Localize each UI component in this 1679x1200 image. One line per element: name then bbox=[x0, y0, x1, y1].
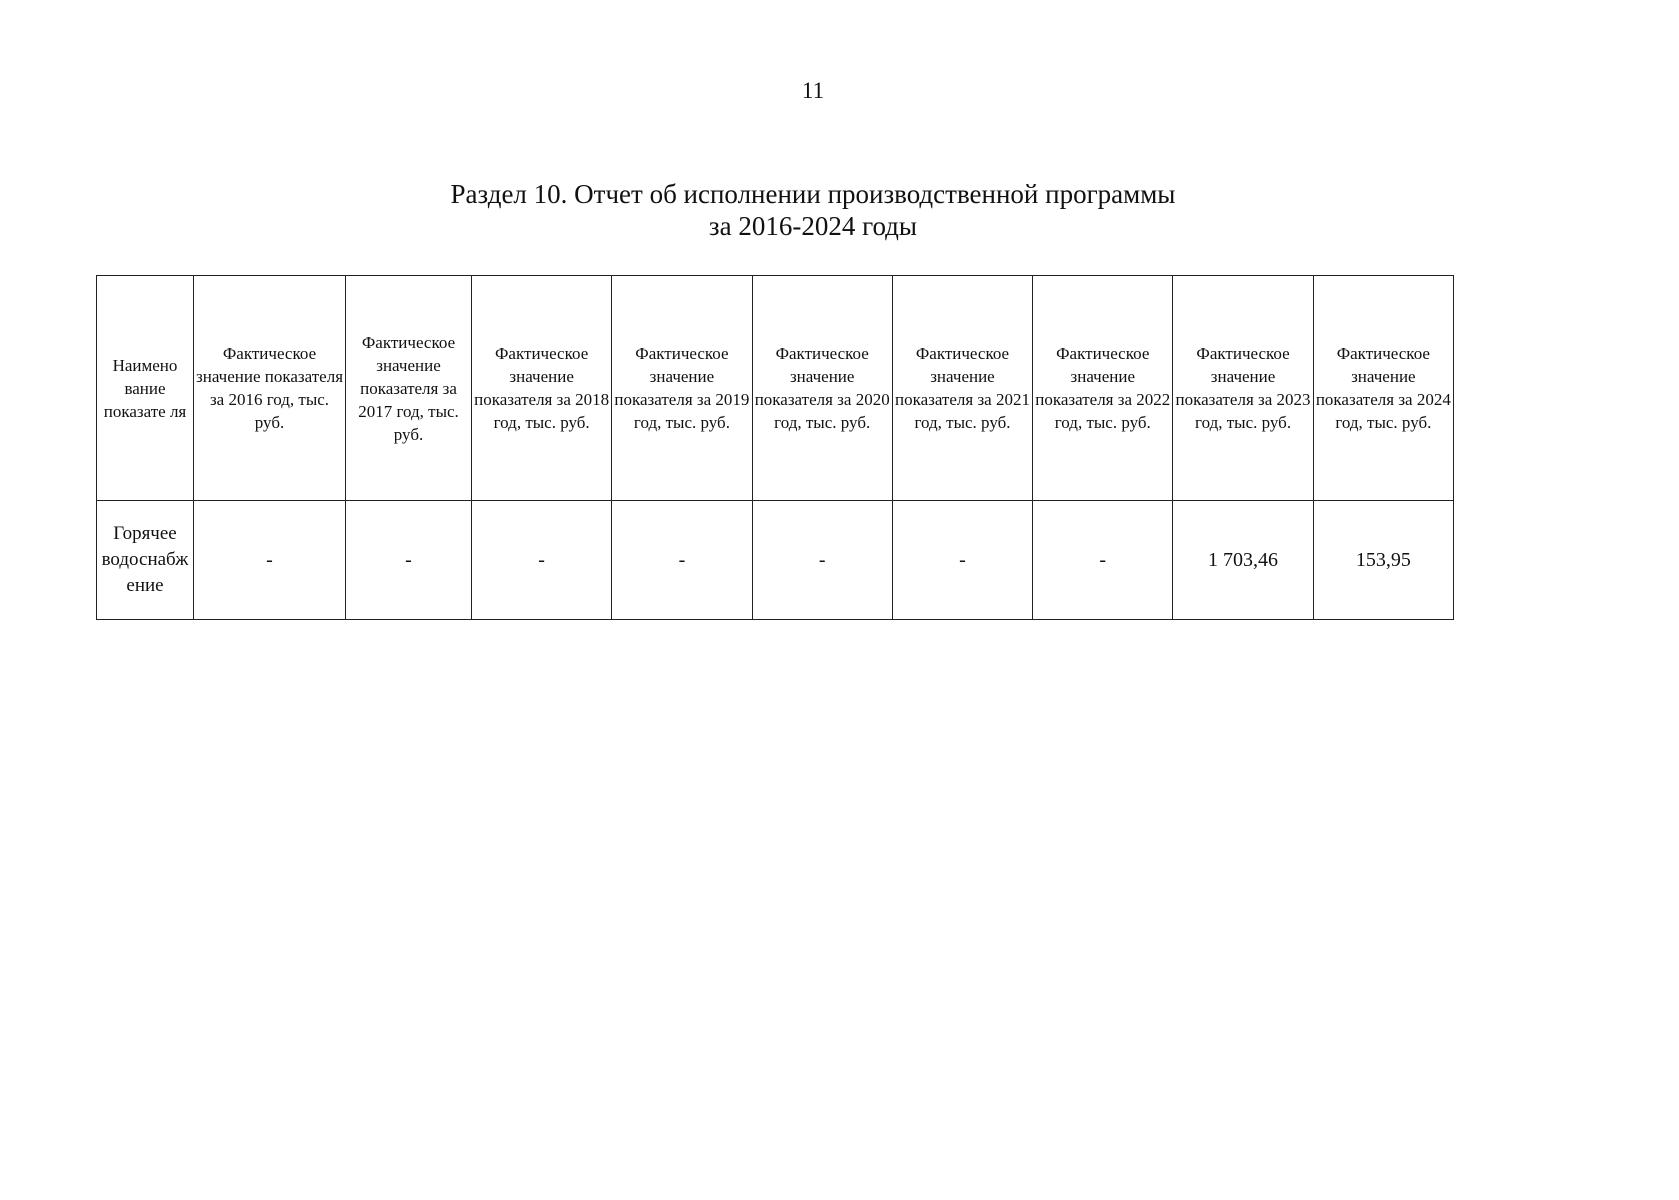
value-2020: - bbox=[752, 501, 892, 620]
row-indicator-name: Горячее водоснабж ение bbox=[97, 501, 194, 620]
header-2022: Фактическое значение показателя за 2022 год, тыс. руб. bbox=[1033, 276, 1173, 501]
table-row bbox=[97, 501, 1454, 620]
production-program-report-table bbox=[96, 275, 1454, 620]
page-number: 11 bbox=[801, 78, 825, 103]
section-title-line-2: за 2016-2024 годы bbox=[708, 211, 918, 241]
header-2024: Фактическое значение показателя за 2024 год, тыс. руб. bbox=[1313, 276, 1453, 501]
section-title bbox=[0, 178, 1626, 242]
value-2022: - bbox=[1033, 501, 1173, 620]
value-2024: 153,95 bbox=[1313, 501, 1453, 620]
header-2023: Фактическое значение показателя за 2023 год, тыс. руб. bbox=[1173, 276, 1313, 501]
header-2017: Фактическое значение показателя за 2017 год, тыс. руб. bbox=[346, 276, 472, 501]
table-header-row bbox=[97, 276, 1454, 501]
header-2020: Фактическое значение показателя за 2020 год, тыс. руб. bbox=[752, 276, 892, 501]
header-2016: Фактическое значение показателя за 2016 год, тыс. руб. bbox=[194, 276, 346, 501]
section-title-line-1: Раздел 10. Отчет об исполнении производственной программы bbox=[450, 179, 1176, 209]
header-2018: Фактическое значение показателя за 2018 год, тыс. руб. bbox=[472, 276, 612, 501]
value-2021: - bbox=[892, 501, 1032, 620]
header-2019: Фактическое значение показателя за 2019 год, тыс. руб. bbox=[612, 276, 752, 501]
header-2021: Фактическое значение показателя за 2021 год, тыс. руб. bbox=[892, 276, 1032, 501]
value-2019: - bbox=[612, 501, 752, 620]
value-2023: 1 703,46 bbox=[1173, 501, 1313, 620]
value-2016: - bbox=[194, 501, 346, 620]
header-indicator-name: Наимено вание показате ля bbox=[97, 276, 194, 501]
value-2018: - bbox=[472, 501, 612, 620]
value-2017: - bbox=[346, 501, 472, 620]
